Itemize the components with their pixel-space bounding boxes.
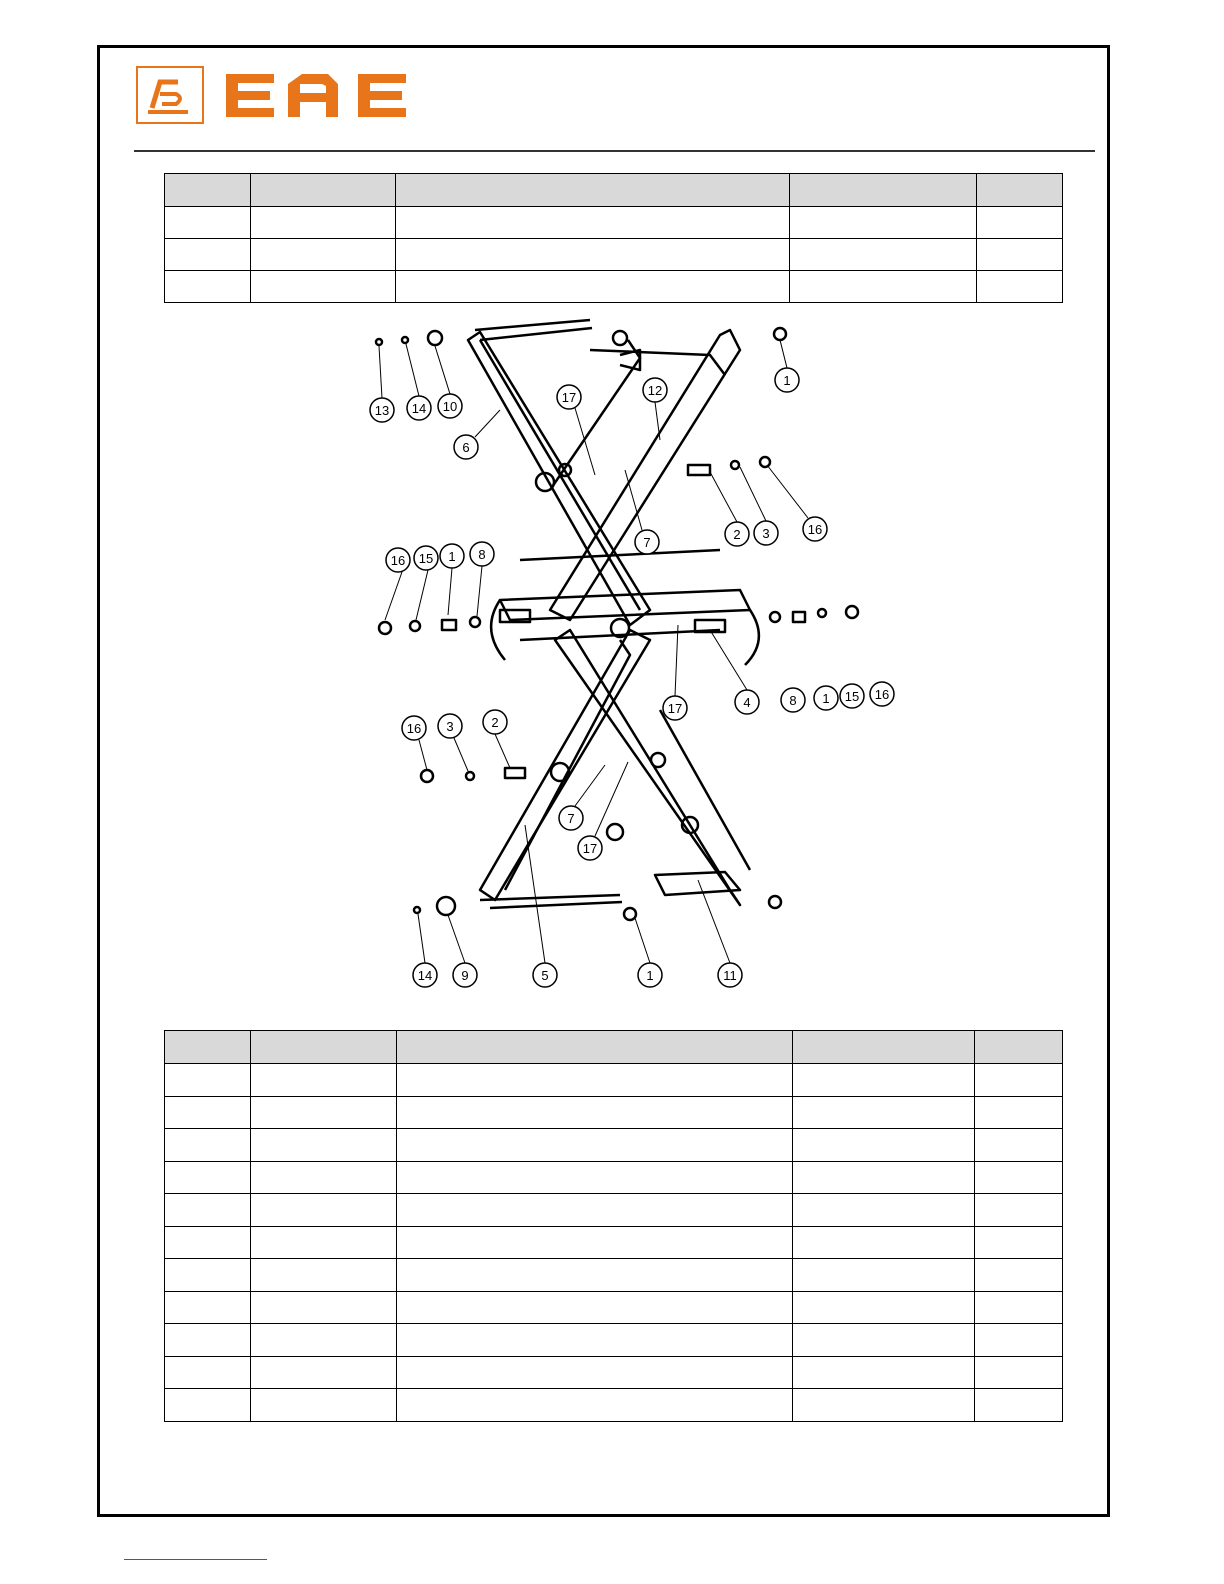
callout-label: 16 xyxy=(874,687,890,702)
callout-label: 4 xyxy=(743,695,751,710)
callout-label: 5 xyxy=(541,968,549,983)
callout-label: 17 xyxy=(667,701,683,716)
table-header-row xyxy=(165,174,1063,207)
table-row xyxy=(165,1356,1063,1389)
header-divider xyxy=(134,150,1095,152)
table-header-row xyxy=(165,1031,1063,1064)
table-row xyxy=(165,1064,1063,1097)
table-row xyxy=(165,239,1063,271)
callout-label: 17 xyxy=(561,390,577,405)
table-header-cell xyxy=(397,1031,793,1064)
table-header-cell xyxy=(977,174,1063,207)
table-row xyxy=(165,1096,1063,1129)
table-header-cell xyxy=(165,174,251,207)
callout-label: 17 xyxy=(582,841,598,856)
brand-wordmark xyxy=(222,70,412,122)
callout-label: 2 xyxy=(491,715,499,730)
footer-link-underline[interactable] xyxy=(124,1559,267,1560)
table-row xyxy=(165,207,1063,239)
callout-label: 1 xyxy=(646,968,654,983)
callout-label: 6 xyxy=(462,440,470,455)
table-row xyxy=(165,1324,1063,1357)
callout-label: 7 xyxy=(643,535,651,550)
table-header-cell xyxy=(396,174,790,207)
table-row xyxy=(165,1194,1063,1227)
table-row xyxy=(165,1129,1063,1162)
callout-label: 8 xyxy=(478,547,486,562)
table-header-cell xyxy=(251,1031,397,1064)
callout-label: 2 xyxy=(733,527,741,542)
callout-label: 1 xyxy=(822,691,830,706)
scissor-lift-exploded-diagram xyxy=(330,310,920,1000)
callout-label: 14 xyxy=(411,401,427,416)
table-row xyxy=(165,1259,1063,1292)
callout-label: 7 xyxy=(567,811,575,826)
table-row xyxy=(165,1389,1063,1422)
callout-label: 11 xyxy=(723,968,737,983)
callout-label: 1 xyxy=(783,373,791,388)
callout-label: 3 xyxy=(762,526,770,541)
callout-label: 14 xyxy=(417,968,433,983)
table-row xyxy=(165,1161,1063,1194)
table-header-cell xyxy=(165,1031,251,1064)
table-row xyxy=(165,271,1063,303)
brand-logo-icon xyxy=(136,66,204,124)
table-row xyxy=(165,1226,1063,1259)
callout-label: 15 xyxy=(418,551,434,566)
parts-table-top xyxy=(164,173,1063,303)
callout-label: 16 xyxy=(406,721,422,736)
table-row xyxy=(165,1291,1063,1324)
callout-label: 10 xyxy=(442,399,458,414)
callout-label: 3 xyxy=(446,719,454,734)
table-header-cell xyxy=(975,1031,1063,1064)
parts-table-bottom xyxy=(164,1030,1063,1422)
callout-label: 1 xyxy=(448,549,456,564)
callout-label: 9 xyxy=(461,968,469,983)
callout-label: 15 xyxy=(844,689,860,704)
callout-label: 13 xyxy=(374,403,390,418)
callout-label: 12 xyxy=(647,383,663,398)
table-header-cell xyxy=(790,174,977,207)
table-header-cell xyxy=(251,174,396,207)
callout-label: 8 xyxy=(789,693,797,708)
table-header-cell xyxy=(793,1031,975,1064)
callout-label: 16 xyxy=(390,553,406,568)
callout-label: 16 xyxy=(807,522,823,537)
